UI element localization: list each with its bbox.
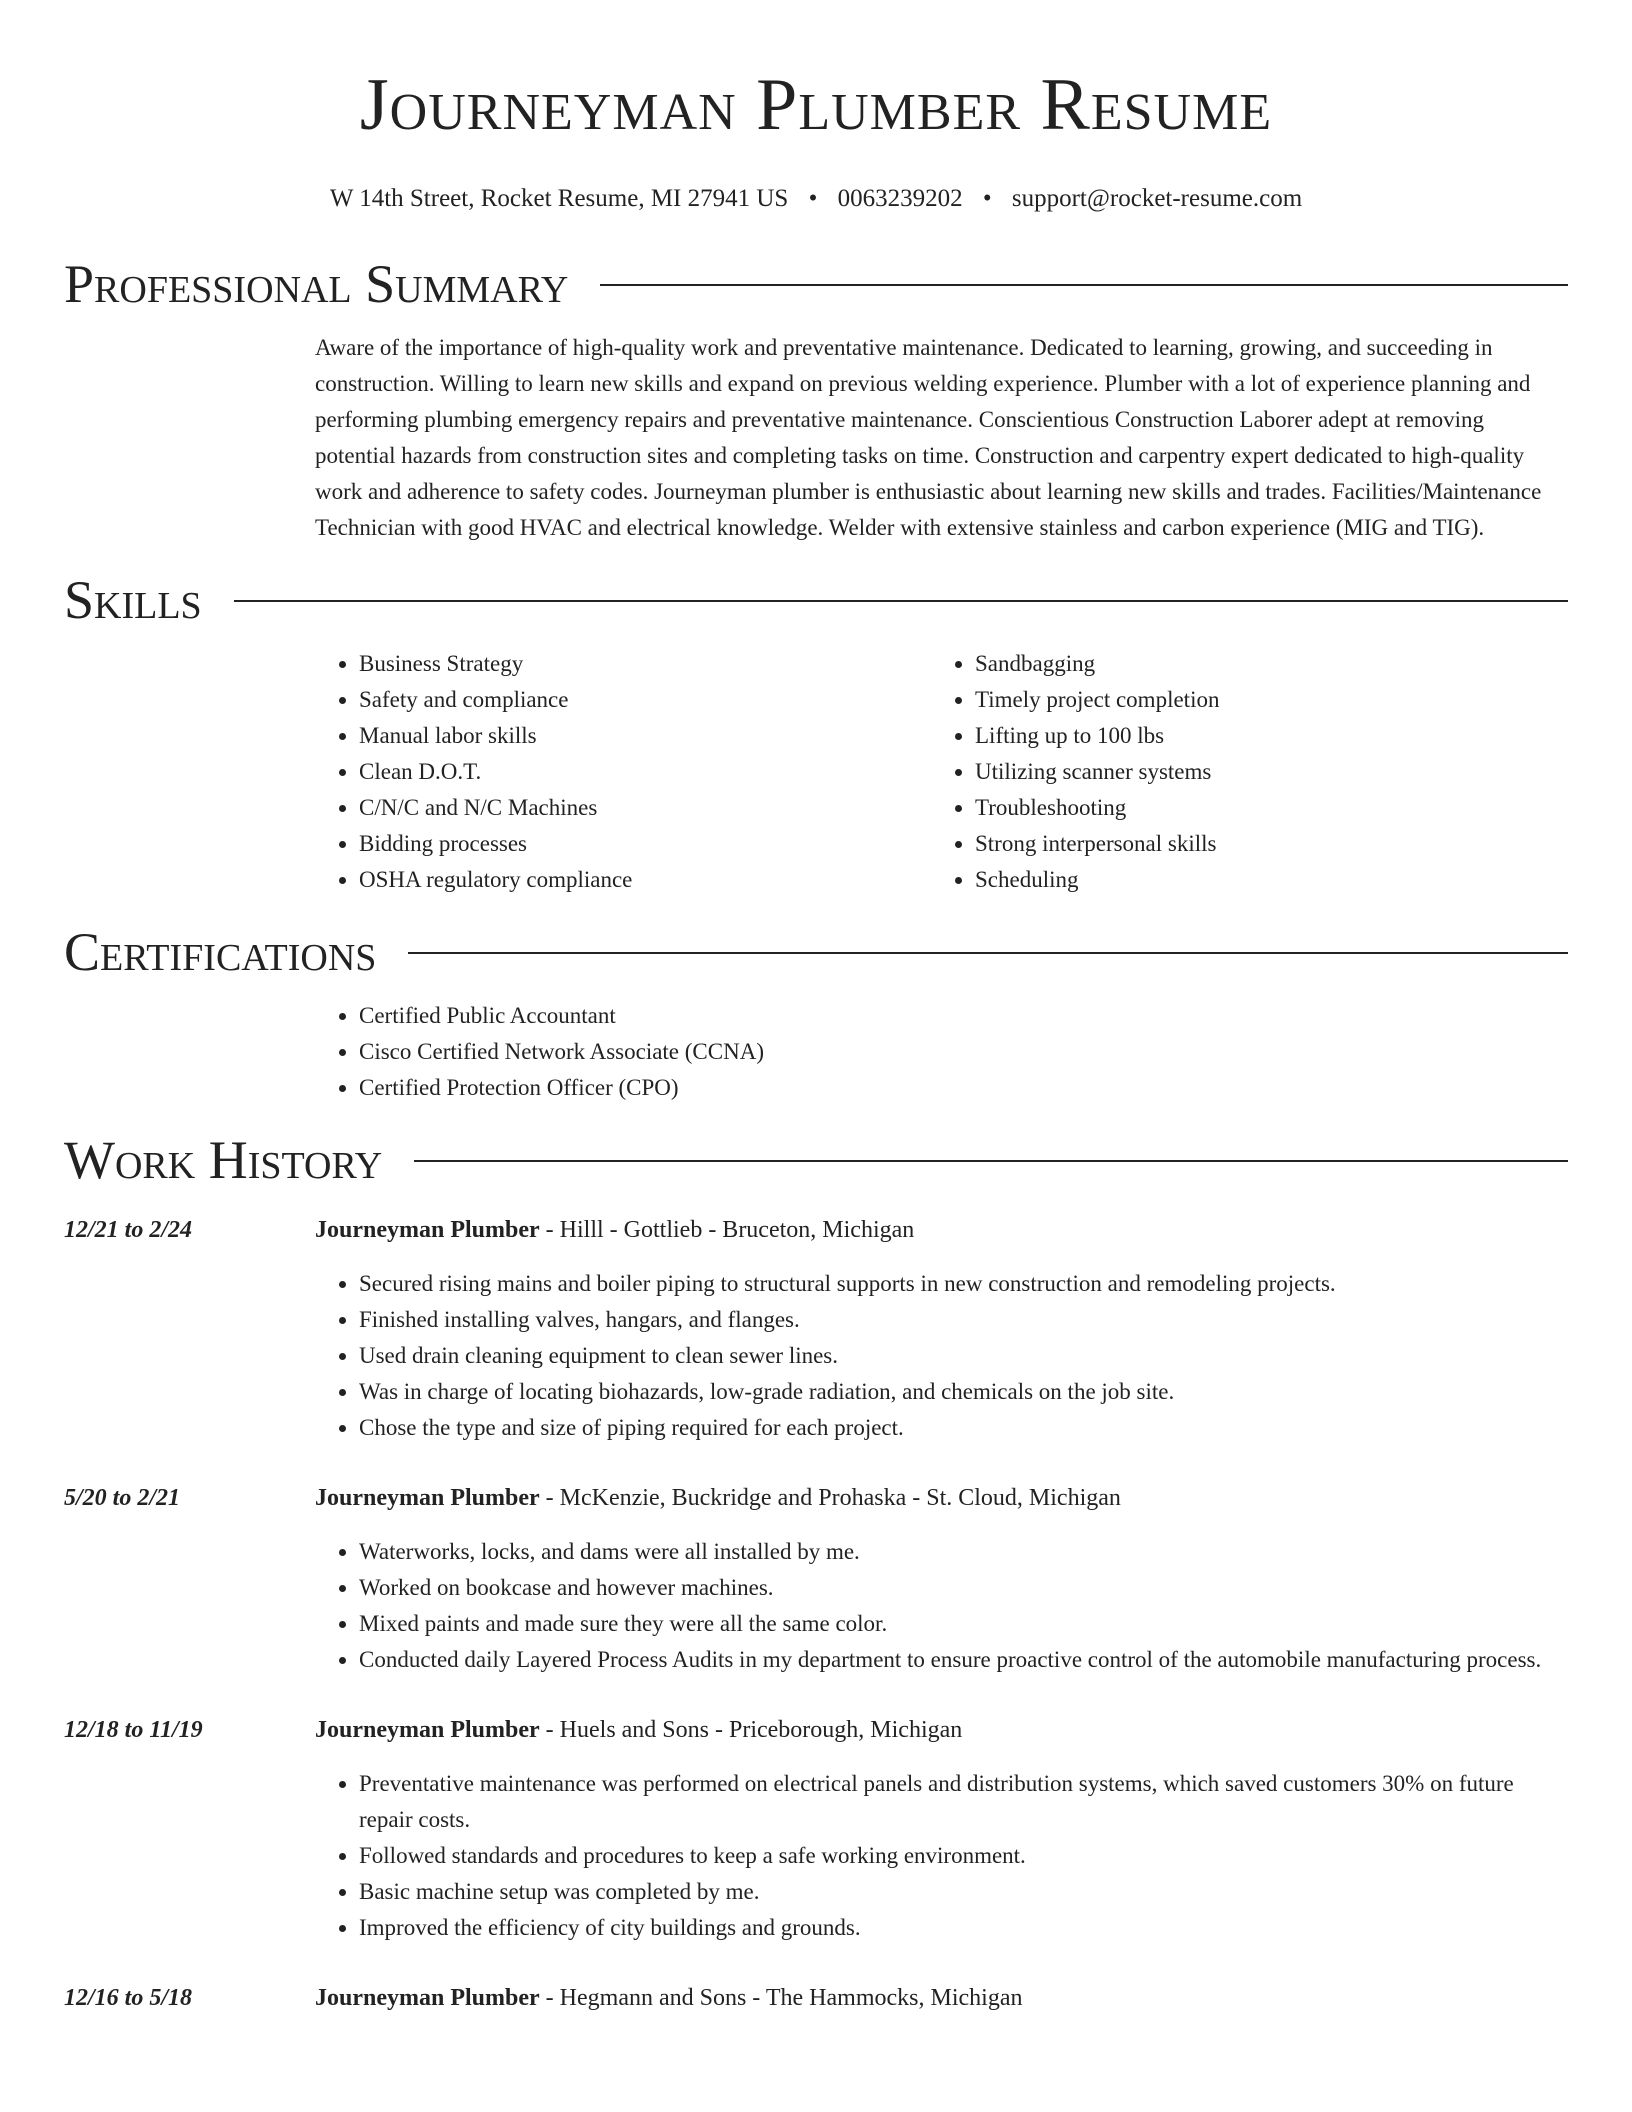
job-heading	[315, 1480, 1568, 1516]
section-header	[64, 1128, 1568, 1192]
section-divider	[414, 1160, 1568, 1162]
job-dates: 12/16 to 5/18	[64, 1985, 193, 2011]
section-title-work-history: Work History	[64, 1130, 383, 1190]
summary-text: Aware of the importance of high-quality work and preventative maintenance. Dedicated to learning, growing, and succeeding in construction. Willing to learn new skills and expand on previous welding experience. Plumber with a lot of experience planning and performing plumbing emergency repairs and preventative maintenance. Conscientious Construction Laborer adept at removing potential hazards from construction sites and completing tasks on time. Construction and carpentry expert dedicated to high-quality work and adherence to safety codes. Journeyman plumber is enthusiastic about learning new skills and trades. Facilities/Maintenance Technician with good HVAC and electrical knowledge. Welder with extensive stainless and carbon experience (MIG and TIG).	[315, 335, 1542, 540]
job-entry	[64, 1212, 1568, 1446]
skill-item: • C/N/C and N/C Machines	[359, 790, 931, 826]
certification-item: • Cisco Certified Network Associate (CCNA)	[359, 1034, 1568, 1070]
job-bullet: • Worked on bookcase and however machines.	[359, 1570, 1568, 1606]
section-title-skills: Skills	[64, 570, 202, 630]
job-bullet: • Chose the type and size of piping required for each project.	[359, 1410, 1568, 1446]
job-title: Journeyman Plumber	[315, 1717, 540, 1743]
job-dates: 12/21 to 2/24	[64, 1217, 193, 1243]
section-title-summary: Professional Summary	[64, 254, 569, 314]
job-bullet: • Basic machine setup was completed by me.	[359, 1874, 1568, 1910]
job-main	[315, 1712, 1568, 1946]
skill-item: • Bidding processes	[359, 826, 931, 862]
section-header	[64, 252, 1568, 316]
skill-item: • Troubleshooting	[975, 790, 1547, 826]
job-entry	[64, 1480, 1568, 1678]
certifications-section	[64, 920, 1568, 1106]
job-dates: 12/18 to 11/19	[64, 1717, 203, 1743]
contact-separator: •	[808, 185, 818, 212]
section-divider	[408, 952, 1568, 954]
job-bullets	[315, 1266, 1568, 1446]
job-main	[315, 1980, 1568, 2016]
skill-item: • Utilizing scanner systems	[975, 754, 1547, 790]
certifications-body	[315, 998, 1568, 1106]
skill-item: • Manual labor skills	[359, 718, 931, 754]
skill-item: • Safety and compliance	[359, 682, 931, 718]
job-title: Journeyman Plumber	[315, 1485, 540, 1511]
contact-separator: •	[982, 185, 992, 212]
job-employer: - McKenzie, Buckridge and Prohaska - St. Cloud, Michigan	[539, 1485, 1121, 1511]
skills-column-right	[931, 646, 1547, 898]
job-bullets	[315, 1534, 1568, 1678]
job-employer: - Huels and Sons - Priceborough, Michigan	[539, 1717, 963, 1743]
job-main	[315, 1212, 1568, 1446]
job-bullet: • Followed standards and procedures to keep a safe working environment.	[359, 1838, 1568, 1874]
job-title: Journeyman Plumber	[315, 1217, 540, 1243]
job-bullet: • Conducted daily Layered Process Audits in my department to ensure proactive control of the automobile manufacturing process.	[359, 1642, 1568, 1678]
job-heading	[315, 1212, 1568, 1248]
job-bullet: • Finished installing valves, hangars, and flanges.	[359, 1302, 1568, 1338]
job-bullet: • Secured rising mains and boiler piping to structural supports in new construction and remodeling projects.	[359, 1266, 1568, 1302]
skill-item: • Strong interpersonal skills	[975, 826, 1547, 862]
certification-item: • Certified Protection Officer (CPO)	[359, 1070, 1568, 1106]
summary-section	[64, 252, 1568, 546]
contact-phone: 0063239202	[837, 185, 963, 212]
job-bullets	[315, 1766, 1568, 1946]
skill-item: • Business Strategy	[359, 646, 931, 682]
skill-item: • Sandbagging	[975, 646, 1547, 682]
job-bullet: • Used drain cleaning equipment to clean sewer lines.	[359, 1338, 1568, 1374]
section-title-certifications: Certifications	[64, 922, 377, 982]
job-title: Journeyman Plumber	[315, 1985, 540, 2011]
certifications-list	[315, 998, 1568, 1106]
skills-column-left	[315, 646, 931, 898]
skills-body	[315, 646, 1568, 898]
skill-item: • Lifting up to 100 lbs	[975, 718, 1547, 754]
skills-list-right	[931, 646, 1547, 898]
resume-header	[0, 0, 1632, 216]
contact-address: W 14th Street, Rocket Resume, MI 27941 US	[329, 185, 789, 212]
skill-item: • Clean D.O.T.	[359, 754, 931, 790]
job-entry	[64, 1980, 1568, 2016]
certification-item: • Certified Public Accountant	[359, 998, 1568, 1034]
skill-item: • OSHA regulatory compliance	[359, 862, 931, 898]
work-history-section	[64, 1128, 1568, 2016]
job-employer: - Hegmann and Sons - The Hammocks, Michigan	[539, 1985, 1023, 2011]
work-history-body	[64, 1212, 1568, 2016]
section-divider	[600, 284, 1568, 286]
job-bullet: • Was in charge of locating biohazards, low-grade radiation, and chemicals on the job site.	[359, 1374, 1568, 1410]
job-entry	[64, 1712, 1568, 1946]
contact-email: support@rocket-resume.com	[1011, 185, 1303, 212]
job-heading	[315, 1712, 1568, 1748]
job-bullet: • Waterworks, locks, and dams were all installed by me.	[359, 1534, 1568, 1570]
section-header	[64, 568, 1568, 632]
skills-section	[64, 568, 1568, 898]
job-bullet: • Improved the efficiency of city buildings and grounds.	[359, 1910, 1568, 1946]
skill-item: • Scheduling	[975, 862, 1547, 898]
job-employer: - Hilll - Gottlieb - Bruceton, Michigan	[539, 1217, 915, 1243]
contact-line	[0, 182, 1632, 216]
job-main	[315, 1480, 1568, 1678]
job-bullet: • Mixed paints and made sure they were all the same color.	[359, 1606, 1568, 1642]
job-dates: 5/20 to 2/21	[64, 1485, 181, 1511]
job-bullet: • Preventative maintenance was performed on electrical panels and distribution systems, which saved customers 30% on future repair costs.	[359, 1766, 1568, 1838]
skill-item: • Timely project completion	[975, 682, 1547, 718]
section-divider	[234, 600, 1568, 602]
section-header	[64, 920, 1568, 984]
job-heading	[315, 1980, 1568, 2016]
resume-title: Journeyman Plumber Resume	[359, 64, 1273, 146]
skills-list-left	[315, 646, 931, 898]
